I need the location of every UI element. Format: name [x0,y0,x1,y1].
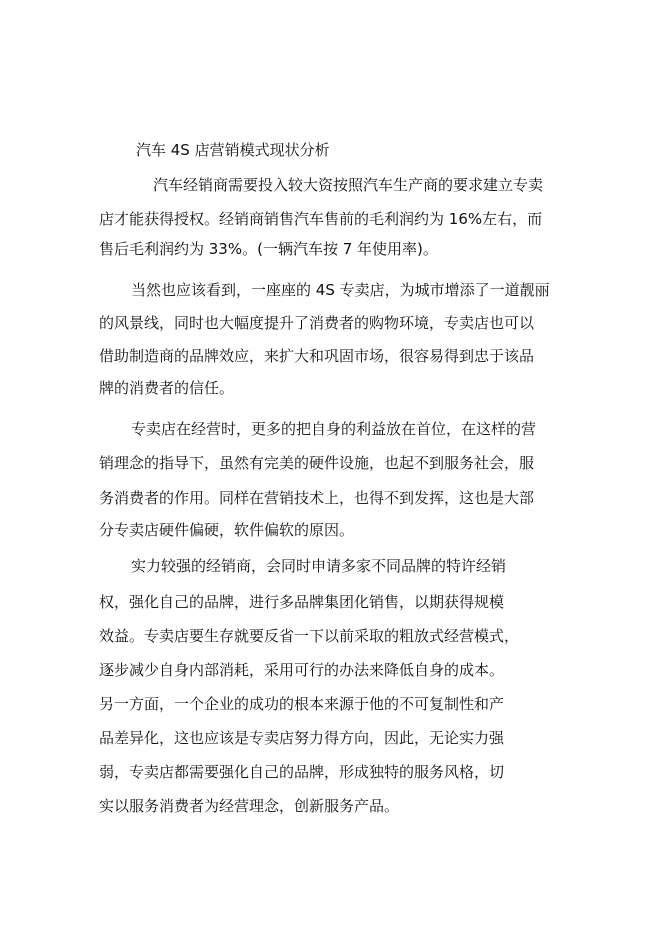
paragraph-line: 店才能获得授权。经销商销售汽车售前的毛利润约为 16%左右，而 [99,210,543,228]
paragraph-line: 权，强化自己的品牌，进行多品牌集团化销售，以期获得规模 [99,593,505,611]
paragraph-line: 当然也应该看到，一座座的 4S 专卖店，为城市增添了一道靓丽 [131,281,550,299]
paragraph-line: 汽车经销商需要投入较大资按照汽车生产商的要求建立专卖 [153,176,544,194]
paragraph-line: 牌的消费者的信任。 [99,379,235,397]
paragraph-line: 分专卖店硬件偏硬，软件偏软的原因。 [99,521,355,539]
document-title: 汽车 4S 店营销模式现状分析 [136,141,330,159]
paragraph-line: 销理念的指导下，虽然有完美的硬件设施，也起不到服务社会，服 [99,454,535,472]
paragraph-line: 实以服务消费者为经营理念，创新服务产品。 [99,797,400,815]
paragraph-line: 借助制造商的品牌效应，来扩大和巩固市场，很容易得到忠于该品 [99,347,535,365]
paragraph-line: 售后毛利润约为 33%。(一辆汽车按 7 年使用率)。 [99,240,438,258]
paragraph-line: 的风景线，同时也大幅度提升了消费者的购物环境，专卖店也可以 [99,314,535,332]
paragraph-line: 实力较强的经销商，会同时申请多家不同品牌的特许经销 [131,557,507,575]
paragraph-line: 专卖店在经营时，更多的把自身的利益放在首位，在这样的营 [131,420,537,438]
paragraph-line: 另一方面，一个企业的成功的根本来源于他的不可复制性和产 [99,695,505,713]
paragraph-line: 品差异化，这也应该是专卖店努力得方向，因此，无论实力强 [99,729,505,747]
paragraph-line: 逐步减少自身内部消耗，采用可行的办法来降低自身的成本。 [99,661,505,679]
paragraph-line: 弱，专卖店都需要强化自己的品牌，形成独特的服务风格，切 [99,763,505,781]
paragraph-line: 效益。专卖店要生存就要反省一下以前采取的粗放式经营模式， [99,627,520,645]
paragraph-line: 务消费者的作用。同样在营销技术上，也得不到发挥，这也是大部 [99,489,535,507]
